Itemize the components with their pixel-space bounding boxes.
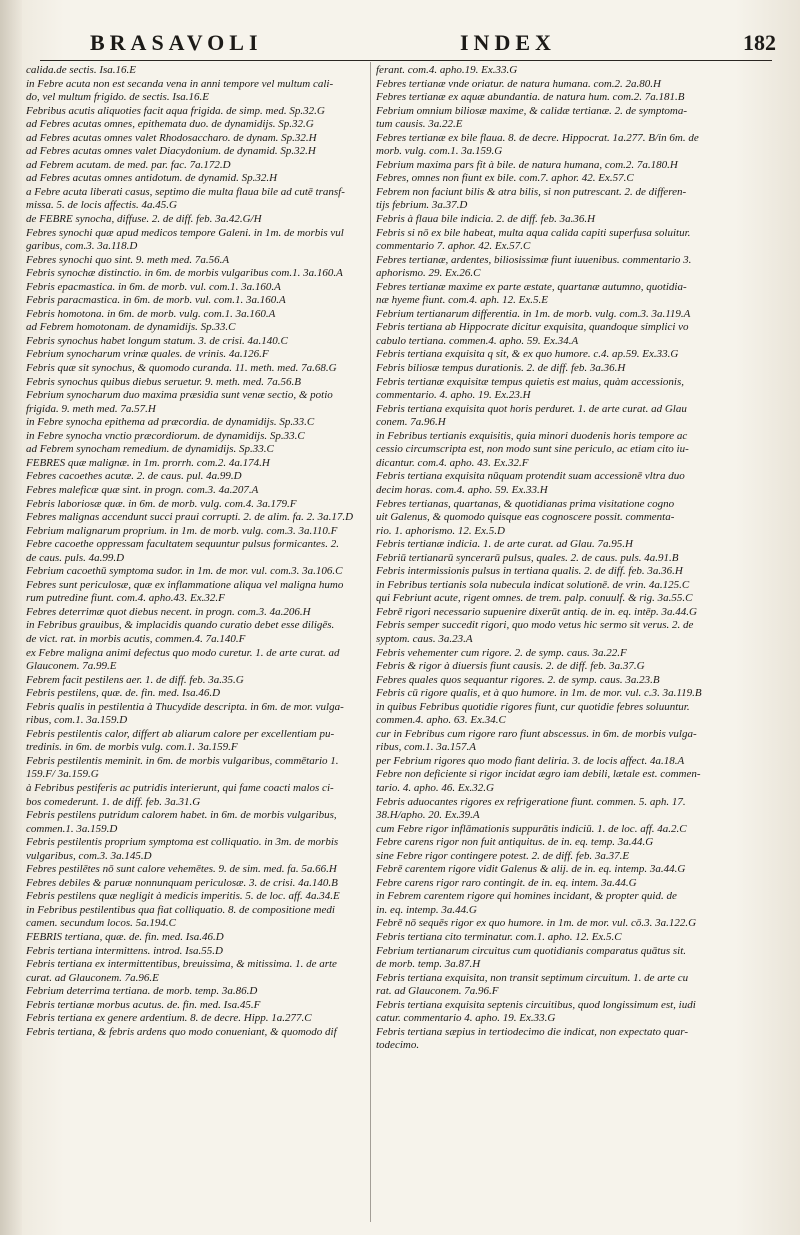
facing-page-edge xyxy=(0,0,22,1235)
index-entry: cum Febre rigor inflāmationis suppurātis indiciū. 1. de loc. aff. 4a.2.C xyxy=(376,822,687,835)
index-entry: per Febrium rigores quo modo fiant deliria. 3. de locis affect. 4a.18.A xyxy=(376,754,685,767)
index-entry: de FEBRE synocha, diffuse. 2. de diff. feb. 3a.42.G/H xyxy=(26,213,262,226)
index-entry: curat. ad Glauconem. 7a.96.E xyxy=(26,971,159,984)
index-entry: a Febre acuta liberati casus, septimo die multa flaua bile ad cutē transf- xyxy=(26,185,345,198)
index-entry: ad Febres acutas omnes antidotum. de dynamid. Sp.32.H xyxy=(26,172,278,185)
index-entry: Febris semper succedit rigori, quo modo vetus hic sermo sit verus. 2. de xyxy=(376,619,694,632)
header-title: INDEX xyxy=(460,30,556,55)
index-entry: Febres maleficæ quæ sint. in progn. com.3. 4a.207.A xyxy=(26,483,259,496)
index-entry: ribus, com.1. 3a.157.A xyxy=(376,741,476,754)
index-entry: Febris epacmastica. in 6m. de morb. vul. com.1. 3a.160.A xyxy=(26,280,281,293)
index-entry: rat. ad Glauconem. 7a.96.F xyxy=(376,985,499,998)
index-entry: Febrem non faciunt bilis & atra bilis, si non putrescant. 2. de differen- xyxy=(376,185,687,198)
index-entry: Febris tertiana exquisita nūquam protendit suam accessionē vltra duo xyxy=(376,470,685,483)
index-entry: Febres, omnes non fiunt ex bile. com.7. aphor. 42. Ex.57.C xyxy=(376,172,634,185)
index-entry: in Febre synocha vnctio præcordiorum. de dynamidijs. Sp.33.C xyxy=(26,429,305,442)
index-entry: Febris quæ sit synochus, & quomodo curanda. 11. meth. med. 7a.68.G xyxy=(26,362,337,375)
index-entry: Febriū tertianarū syncerarū pulsus, quales. 2. de caus. puls. 4a.91.B xyxy=(376,551,679,564)
index-entry: Febrium maxima pars fit à bile. de natura humana, com.2. 7a.180.H xyxy=(376,158,678,171)
page-number: 182 xyxy=(743,30,776,55)
index-entry: Febrium malignarum proprium. in 1m. de morb. vulg. com.3. 3a.110.F xyxy=(26,524,338,537)
index-entry: Febris pestilens, quæ. de. fin. med. Isa.46.D xyxy=(26,687,221,700)
index-entry: ad Febrem synocham remedium. de dynamidijs. Sp.33.C xyxy=(26,443,274,456)
index-entry: Febris tertiana, & febris ardens quo modo conueniant, & quomodo dif xyxy=(26,1025,337,1038)
index-entry: de caus. puls. 4a.99.D xyxy=(26,551,125,564)
index-entry: in Febribus tertianis exquisitis, quia minori duodenis horis tempore ac xyxy=(376,429,688,442)
index-entry: in Febribus tertianis sola nubecula indicat solutionē. de vrin. 4a.125.C xyxy=(376,578,690,591)
index-entry: syptom. caus. 3a.23.A xyxy=(376,632,473,645)
index-entry: Febrē rigori necessario supuenire dixerūt antiq. de in. eq. intēp. 3a.44.G xyxy=(376,605,697,618)
index-entry: ad Febres acutas omnes valet Diacydonium. de dynamid. Sp.32.H xyxy=(26,145,316,158)
index-entry: Febres tertianæ maxime ex parte æstate, quartanæ autumno, quotidia- xyxy=(376,280,687,293)
index-entry: Febris pestilentis proprium symptoma est colliquatio. in 3m. de morbis xyxy=(26,836,339,849)
index-entry: catur. commentario 4. apho. 19. Ex.33.G xyxy=(376,1012,556,1025)
index-entry: Febris pestilentis calor, differt ab aliarum calore per excellentiam pu- xyxy=(26,727,335,740)
index-entry: Febris & rigor à diuersis fiunt causis. 2. de diff. feb. 3a.37.G xyxy=(376,660,645,673)
index-entry: Febris tertianæ indicia. 1. de arte curat. ad Glau. 7a.95.H xyxy=(376,538,633,551)
index-entry: ad Febres acutas omnes valet Rhodosaccharo. de dynam. Sp.32.H xyxy=(26,131,317,144)
index-entry: aphorismo. 29. Ex.26.C xyxy=(376,267,481,280)
index-entry: ex Febre maligna animi defectus quo modo curetur. 1. de arte curat. ad xyxy=(26,646,340,659)
index-column-right xyxy=(376,64,768,1229)
index-entry: todecimo. xyxy=(376,1039,420,1052)
index-entry: Febris tertianæ morbus acutus. de. fin. med. Isa.45.F xyxy=(26,998,261,1011)
index-entry: Febres pestilētes nō sunt calore vehemētes. 9. de sim. med. fa. 5a.66.H xyxy=(26,863,337,876)
index-entry: in Febrem carentem rigore qui homines incidant, & propter quid. de xyxy=(376,890,677,903)
index-entry: Febris qualis in pestilentia à Thucydide descripta. in 6m. de mor. vulga- xyxy=(26,700,344,713)
index-entry: Febres tertianæ ex aquæ abundantia. de natura hum. com.2. 7a.181.B xyxy=(376,91,685,104)
index-entry: in quibus Febribus quotidie rigores fiunt, cur quotidie febres soluuntur. xyxy=(376,700,690,713)
index-entry: Febris tertiana ex genere ardentium. 8. de decre. Hipp. 1a.277.C xyxy=(26,1012,312,1025)
index-entry: uit Galenus, & quomodo quisque eas cognoscere possit. commenta- xyxy=(376,511,675,524)
index-entry: 38.H/apho. 20. Ex.39.A xyxy=(376,809,480,822)
index-entry: de vict. rat. in morbis acutis, commen.4. 7a.140.F xyxy=(26,632,246,645)
index-entry: de morb. temp. 3a.87.H xyxy=(376,958,481,971)
index-entry: Febris biliosæ tempus durationis. 2. de diff. feb. 3a.36.H xyxy=(376,362,626,375)
index-entry: Febres debiles & paruæ nonnunquam periculosæ. 3. de crisi. 4a.140.B xyxy=(26,876,338,889)
index-entry: Febris tertiana exquisita q sit, & ex quo humore. c.4. ap.59. Ex.33.G xyxy=(376,348,679,361)
index-entry: Febres tertianæ vnde oriatur. de natura humana. com.2. 2a.80.H xyxy=(376,77,661,90)
index-entry: ad Febres acutas omnes, epithemata duo. de dynamidijs. Sp.32.G xyxy=(26,118,314,131)
index-entry: Febres tertianæ, ardentes, biliosissimæ fiunt iuuenibus. commentario 3. xyxy=(376,253,692,266)
index-entry: à Febribus pestiferis ac putridis interierunt, qui fame coacti malos ci- xyxy=(26,781,334,794)
index-entry: missa. 5. de locis affectis. 4a.45.G xyxy=(26,199,177,212)
header-rule xyxy=(40,60,772,61)
index-entry: 159.F/ 3a.159.G xyxy=(26,768,99,781)
index-entry: Febris tertiana ex intermittentibus, breuissima, & mitissima. 1. de arte xyxy=(26,958,337,971)
index-entry: Febrē carentem rigore vidit Galenus & alij. de in. eq. intemp. 3a.44.G xyxy=(376,863,686,876)
index-entry: in Febre synocha epithema ad præcordia. de dynamidijs. Sp.33.C xyxy=(26,416,315,429)
index-entry: Febris pestilens quæ negligit à medicis imperitis. 5. de loc. aff. 4a.34.E xyxy=(26,890,340,903)
index-entry: garibus, com.3. 3a.118.D xyxy=(26,240,138,253)
index-entry: decim horas. com.4. apho. 59. Ex.33.H xyxy=(376,483,548,496)
index-entry: calida.de sectis. Isa.16.E xyxy=(26,64,136,76)
index-entry: ribus, com.1. 3a.159.D xyxy=(26,714,128,727)
index-entry: conem. 7a.96.H xyxy=(376,416,446,429)
index-entry: in Febre acuta non est secanda vena in anni tempore vel multum cali- xyxy=(26,77,334,90)
index-entry: Febrium tertianarum differentia. in 1m. de morb. vulg. com.3. 3a.119.A xyxy=(376,307,691,320)
index-entry: Febres deterrimæ quot diebus necent. in progn. com.3. 4a.206.H xyxy=(26,605,311,618)
index-entry: frigida. 9. meth med. 7a.57.H xyxy=(26,402,156,415)
index-entry: rum putredine fiunt. com.4. apho.43. Ex.32.F xyxy=(26,592,225,605)
index-entry: Febrium cacoethū symptoma sudor. in 1m. de mor. vul. com.3. 3a.106.C xyxy=(26,565,343,578)
index-entry: Febris synochæ distinctio. in 6m. de morbis vulgaribus com.1. 3a.160.A xyxy=(26,267,343,280)
index-entry: Febris cū rigore qualis, et à quo humore. in 1m. de mor. vul. c.3. 3a.119.B xyxy=(376,687,702,700)
index-entry: Febrium deterrima tertiana. de morb. temp. 3a.86.D xyxy=(26,985,258,998)
index-entry: Febris pestilentis meminit. in 6m. de morbis vulgaribus, commētario 1. xyxy=(26,754,339,767)
index-entry: Febres cacoethes acutæ. 2. de caus. pul. 4a.99.D xyxy=(26,470,242,483)
index-entry: Febres quales quos sequantur rigores. 2. de symp. caus. 3a.23.B xyxy=(376,673,660,686)
index-entry: Glauconem. 7a.99.E xyxy=(26,660,117,673)
index-entry: Febris paracmastica. in 6m. de morb. vul. com.1. 3a.160.A xyxy=(26,294,286,307)
index-entry: dicantur. com.4. apho. 43. Ex.32.F xyxy=(376,456,529,469)
index-entry: in Febribus pestilentibus qua fiat colliquatio. 8. de compositione medi xyxy=(26,903,335,916)
index-entry: Febris vehementer cum rigore. 2. de symp. caus. 3a.22.F xyxy=(376,646,627,659)
index-entry: Febris synochus habet longum statum. 3. de crisi. 4a.140.C xyxy=(26,334,288,347)
index-entry: tum causis. 3a.22.E xyxy=(376,118,463,131)
index-entry: næ hyeme fiunt. com.4. aph. 12. Ex.5.E xyxy=(376,294,548,307)
index-entry: Febre cacoethe oppressam facultatem sequuntur pulsus formicantes. 2. xyxy=(26,538,339,551)
index-entry: Febre carens rigor non fuit antiquitus. de in. eq. temp. 3a.44.G xyxy=(376,836,654,849)
index-entry: commen.4. apho. 63. Ex.34.C xyxy=(376,714,506,727)
index-entry: Febris à flaua bile indicia. 2. de diff. feb. 3a.36.H xyxy=(376,213,596,226)
index-entry: Febres sunt periculosæ, quæ ex inflammatione aliqua vel maligna humo xyxy=(26,578,344,591)
index-entry: Febrium synocharum vrinæ quales. de vrinis. 4a.126.F xyxy=(26,348,269,361)
index-entry: qui Febriunt acute, rigent omnes. de trem. palp. conuulf. & rig. 3a.55.C xyxy=(376,592,693,605)
index-entry: tario. 4. apho. 46. Ex.32.G xyxy=(376,781,494,794)
index-entry: rio. 1. aphorismo. 12. Ex.5.D xyxy=(376,524,505,537)
index-entry: ad Febrem acutam. de med. par. fac. 7a.172.D xyxy=(26,158,231,171)
index-entry: Febris tertiana intermittens. introd. Isa.55.D xyxy=(26,944,223,957)
index-entry: ferant. com.4. apho.19. Ex.33.G xyxy=(376,64,518,76)
index-entry: Febrium tertianarum circuitus cum quotidianis comparatus quātus sit. xyxy=(376,944,687,957)
index-entry: Febris laboriosæ quæ. in 6m. de morb. vulg. com.4. 3a.179.F xyxy=(26,497,297,510)
index-entry: Febre carens rigor raro contingit. de in. eq. intem. 3a.44.G xyxy=(376,876,637,889)
index-entry: Febres malignas accendunt succi praui corrupti. 2. de alim. fa. 2. 3a.17.D xyxy=(26,511,354,524)
index-entry: Febris homotona. in 6m. de morb. vulg. com.1. 3a.160.A xyxy=(26,307,276,320)
index-entry: Febres synochi quo sint. 9. meth med. 7a.56.A xyxy=(26,253,230,266)
index-entry: Febris aduocantes rigores ex refrigeratione fiunt. commen. 5. aph. 17. xyxy=(376,795,686,808)
index-entry: tredinis. in 6m. de morbis vulg. com.1. 3a.159.F xyxy=(26,741,238,754)
index-entry: ad Febrem homotonam. de dynamidijs. Sp.33.C xyxy=(26,321,236,334)
index-entry: Febrium omnium biliosæ maxime, & calidæ tertianæ. 2. de symptoma- xyxy=(376,104,688,117)
index-entry: do, vel multum frigido. de sectis. Isa.16.E xyxy=(26,91,210,104)
index-entry: FEBRES quæ malignæ. in 1m. prorrh. com.2. 4a.174.H xyxy=(26,456,270,469)
index-entry: Febris synochus quibus diebus seruetur. 9. meth. med. 7a.56.B xyxy=(26,375,301,388)
index-entry: tijs febrium. 3a.37.D xyxy=(376,199,468,212)
index-column-left xyxy=(26,64,366,1229)
index-entry: bos comederunt. 1. de diff. feb. 3a.31.G xyxy=(26,795,201,808)
index-entry: Febres tertianæ ex bile flaua. 8. de decre. Hippocrat. 1a.277. B/in 6m. de xyxy=(376,131,699,144)
index-entry: in. eq. intemp. 3a.44.G xyxy=(376,903,477,916)
index-entry: camen. secundum locos. 5a.194.C xyxy=(26,917,177,930)
index-entry: vulgaribus, com.3. 3a.145.D xyxy=(26,849,152,862)
index-entry: Febre non deficiente si rigor incidat ægro iam debili, lætale est. commen- xyxy=(376,768,701,781)
index-entry: Febrem facit pestilens aer. 1. de diff. feb. 3a.35.G xyxy=(26,673,244,686)
index-entry: Febris tertiana ab Hippocrate dicitur exquisita, quandoque simplici vo xyxy=(376,321,689,334)
index-entry: Febris si nō ex bile habeat, multa aqua calida capiti superfusa soluitur. xyxy=(376,226,691,239)
header-author: BRASAVOLI xyxy=(90,30,263,55)
index-entry: cur in Febribus cum rigore raro fiunt abscessus. in 6m. de morbis vulga- xyxy=(376,727,697,740)
index-entry: cessio circumscripta est, non modo sunt sine periculo, ac etiam cito iu- xyxy=(376,443,689,456)
index-entry: Febris tertiana sæpius in tertiodecimo die indicat, non expectato quar- xyxy=(376,1025,689,1038)
index-entry: cabulo tertiana. commen.4. apho. 59. Ex.34.A xyxy=(376,334,579,347)
index-entry: Febrium synocharum duo maxima præsidia sunt venæ sectio, & potio xyxy=(26,389,333,402)
index-entry: Febres synochi quæ apud medicos tempore Galeni. in 1m. de morbis vul xyxy=(26,226,344,239)
index-entry: FEBRIS tertiana, quæ. de. fin. med. Isa.46.D xyxy=(26,931,224,943)
index-entry: Febris tertianæ exquisitæ tempus quietis est maius, quàm accessionis, xyxy=(376,375,684,388)
index-entry: Febris intermissionis pulsus in tertiana qualis. 2. de diff. feb. 3a.36.H xyxy=(376,565,683,578)
index-entry: commen.1. 3a.159.D xyxy=(26,822,118,835)
index-entry: Febres tertianas, quartanas, & quotidianas prima visitatione cogno xyxy=(376,497,675,510)
column-divider xyxy=(370,62,371,1222)
running-header xyxy=(30,30,782,58)
index-entry: Febris tertiana exquisita septenis circuitibus, quod longissimum est, iudi xyxy=(376,998,696,1011)
index-entry: Febrē nō sequēs rigor ex quo humore. in 1m. de mor. vul. cō.3. 3a.122.G xyxy=(376,917,697,930)
index-entry: morb. vulg. com.1. 3a.159.G xyxy=(376,145,503,158)
index-entry: Febribus acutis aliquoties facit aqua frigida. de simp. med. Sp.32.G xyxy=(26,104,325,117)
index-entry: Febris tertiana cito terminatur. com.1. apho. 12. Ex.5.C xyxy=(376,931,622,943)
index-entry: Febris pestilens putridum calorem habet. in 6m. de morbis vulgaribus, xyxy=(26,809,337,822)
index-entry: Febris tertiana exquisita, non transit septimum circuitum. 1. de arte cu xyxy=(376,971,689,984)
index-entry: commentario 7. aphor. 42. Ex.57.C xyxy=(376,240,531,253)
index-entry: sine Febre rigor contingere potest. 2. de diff. feb. 3a.37.E xyxy=(376,849,630,862)
index-entry: in Febribus grauibus, & implacidis quando curatio debet esse diligēs. xyxy=(26,619,335,632)
index-entry: Febris tertiana exquisita quot horis perduret. 1. de arte curat. ad Glau xyxy=(376,402,687,415)
index-entry: commentario. 4. apho. 19. Ex.23.H xyxy=(376,389,531,402)
